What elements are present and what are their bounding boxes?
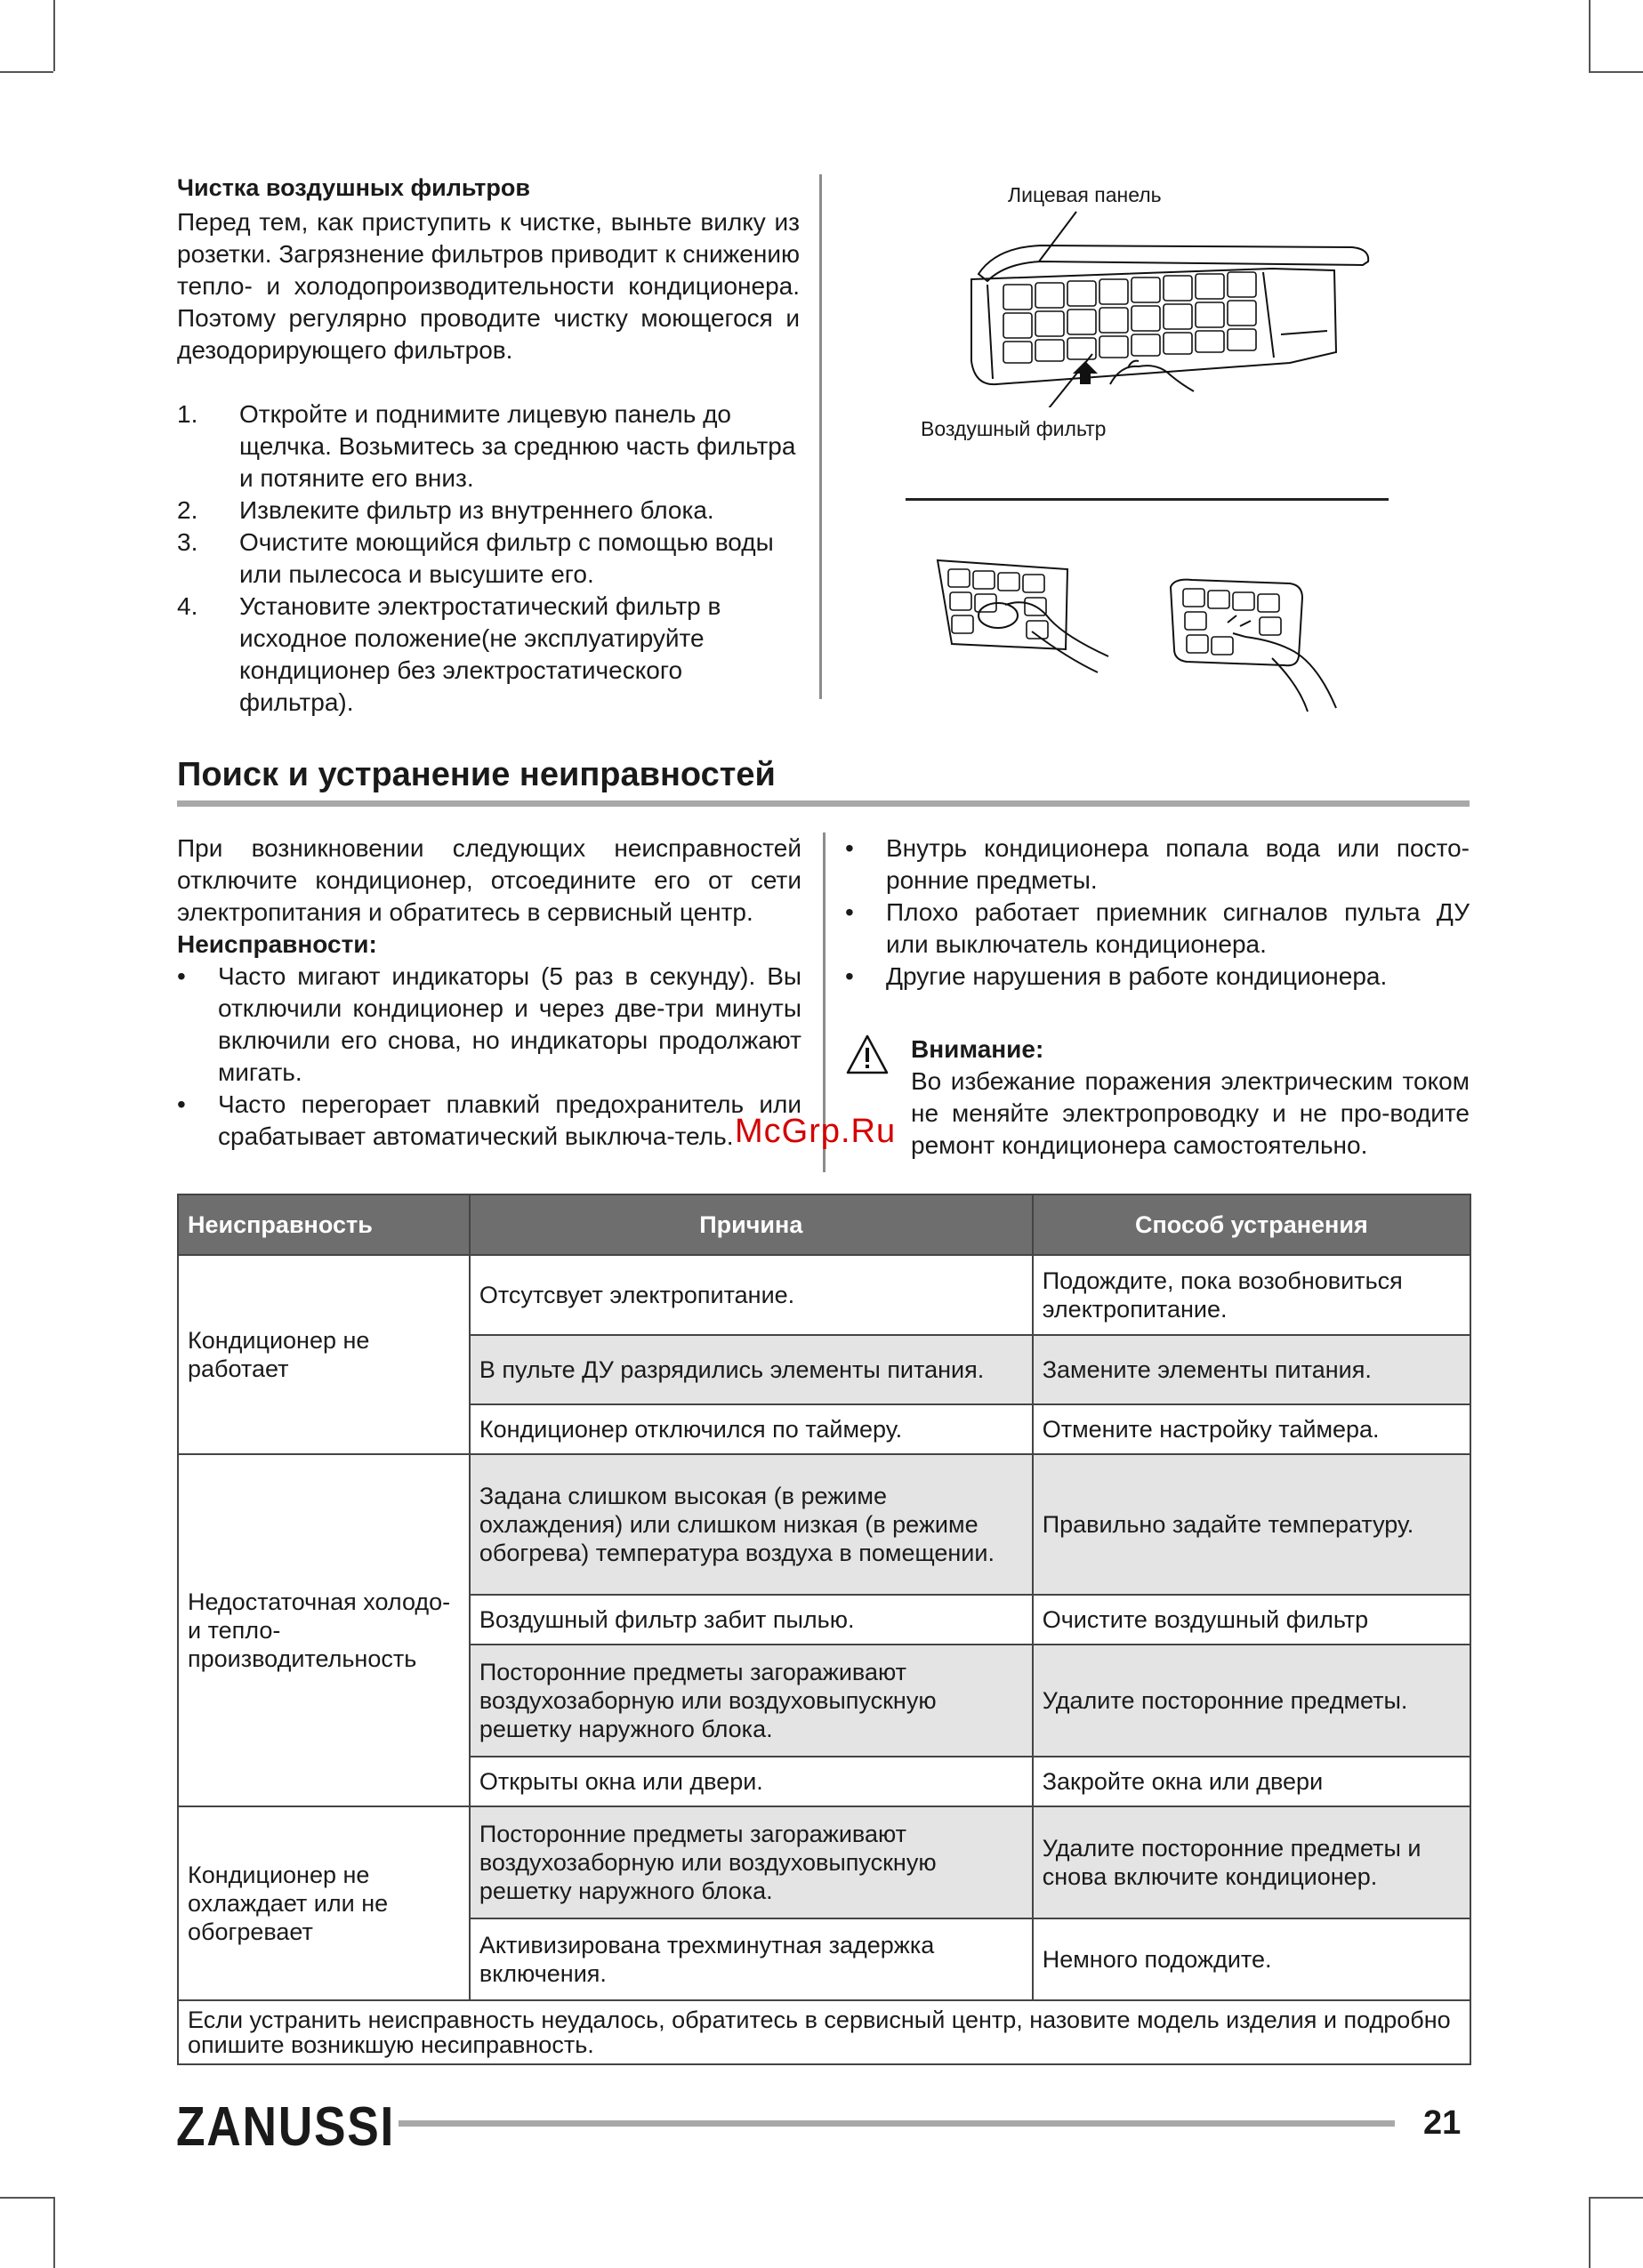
step-item: 1. Откройте и поднимите лицевую панель до щелчка. Возьмитесь за среднюю часть фильтра и потяните его вниз. (177, 400, 796, 492)
column-header: Способ устранения (1033, 1194, 1470, 1255)
cause-cell: Посторонние предметы загораживают воздухозаборную или воздуховыпускную решетку наружного блока. (470, 1806, 1033, 1918)
crop-mark (1589, 71, 1643, 73)
figure-separator (906, 498, 1389, 501)
fix-cell: Удалите посторонние предметы. (1033, 1645, 1470, 1757)
list-item: • Внутрь кондиционера попала вода или посто-ронние предметы. (845, 832, 1470, 897)
step-item: 3. Очистите моющийся фильтр с помощью воды или пылесоса и высушите его. (177, 528, 774, 588)
watermark: McGrp.Ru (735, 1113, 897, 1150)
cause-cell: В пульте ДУ разрядились элементы питания. (470, 1335, 1033, 1404)
warning-title: Внимание: (911, 1035, 1044, 1063)
faults-list (177, 961, 801, 1153)
crop-mark (1589, 0, 1591, 71)
label-air-filter: Воздушный фильтр (921, 417, 1107, 440)
fix-cell: Закройте окна или двери (1033, 1757, 1470, 1806)
list-item: • Другие нарушения в работе кондиционера. (845, 961, 1470, 993)
crop-mark (0, 2197, 53, 2199)
table-header-row (178, 1194, 1470, 1255)
label-front-panel: Лицевая панель (1008, 183, 1162, 206)
warning-triangle-icon (845, 1033, 890, 1076)
fix-cell: Правильно задайте температуру. (1033, 1454, 1470, 1595)
cause-cell: Открыты окна или двери. (470, 1757, 1033, 1806)
fault-cell: Кондиционер не охлаждает или не обогревает (178, 1806, 470, 2000)
brand-logo: ZANUSSI (176, 2096, 396, 2158)
crop-mark (1589, 2197, 1591, 2268)
table-footer-note: Если устранить неисправность неудалось, обратитесь в сервисный центр, назовите модель изделия и подробно опишите возникшую несиправность. (178, 2000, 1470, 2064)
fix-cell: Замените элементы питания. (1033, 1335, 1470, 1404)
warning-text-block (911, 1033, 1470, 1162)
cause-cell: Кондиционер отключился по таймеру. (470, 1404, 1033, 1454)
troubleshooting-table (177, 1194, 1471, 2065)
column-divider (819, 174, 822, 699)
list-item: • Часто перегорает плавкий предохранитель или срабатывает автоматический выключа-тель. (177, 1089, 801, 1153)
fix-cell: Удалите посторонние предметы и снова включите кондиционер. (1033, 1806, 1470, 1918)
fix-cell: Немного подождите. (1033, 1918, 1470, 2000)
filters-steps (177, 398, 800, 719)
step-item: 2. Извлеките фильтр из внутреннего блока. (177, 496, 714, 524)
crop-mark (1589, 2197, 1643, 2199)
table-row (178, 1255, 1470, 1335)
footer-rule (399, 2120, 1395, 2127)
fault-cell: Кондиционер не работает (178, 1255, 470, 1454)
troubleshooting-left-column (177, 832, 801, 1153)
faults-list (845, 832, 1470, 993)
page-number: 21 (1423, 2104, 1462, 2142)
warning-text: Во избежание поражения электрическим током не меняйте электропроводку и не про-водите ремонт кондиционера самостоятельно. (911, 1067, 1470, 1159)
fix-cell: Отмените настройку таймера. (1033, 1404, 1470, 1454)
list-item: • Часто мигают индикаторы (5 раз в секунду). Вы отключили кондиционер и через две-три минуты включили его снова, но индикаторы продолжают мигать. (177, 961, 801, 1089)
filter-washing-illustration (934, 551, 1361, 720)
crop-mark (53, 2197, 55, 2268)
cause-cell: Посторонние предметы загораживают воздухозаборную или воздуховыпускную решетку наружного блока. (470, 1645, 1033, 1757)
heading-rule (177, 800, 1470, 807)
cause-cell: Задана слишком высокая (в режиме охлаждения) или слишком низкая (в режиме обогрева) температура воздуха в помещении. (470, 1454, 1033, 1595)
table-row (178, 1454, 1470, 1595)
fix-cell: Очистите воздушный фильтр (1033, 1595, 1470, 1645)
list-item: • Плохо работает приемник сигналов пульта ДУ или выключатель кондиционера. (845, 897, 1470, 961)
table-footer-row (178, 2000, 1470, 2064)
ac-unit-illustration (961, 210, 1388, 407)
troubleshooting-title: Поиск и устранение неиправностей (177, 756, 776, 793)
filters-title: Чистка воздушных фильтров (177, 174, 530, 201)
cause-cell: Отсутсвует электропитание. (470, 1255, 1033, 1335)
column-header: Неисправность (178, 1194, 470, 1255)
troubleshooting-right-column (845, 832, 1470, 993)
fix-cell: Подождите, пока возобновиться электропитание. (1033, 1255, 1470, 1335)
fault-cell: Недостаточная холодо- и тепло-производительность (178, 1454, 470, 1806)
table-row (178, 1806, 1470, 1918)
column-header: Причина (470, 1194, 1033, 1255)
faults-label: Неисправности: (177, 930, 377, 958)
cause-cell: Активизирована трехминутная задержка включения. (470, 1918, 1033, 2000)
filters-intro: Перед тем, как приступить к чистке, выньте вилку из розетки. Загрязнение фильтров приводит к снижению тепло- и холодопроизводительности кондиционера. Поэтому регулярно проводите чистку моющегося и дезодорирующего фильтров. (177, 208, 800, 364)
troubleshooting-intro: При возникновении следующих неисправностей отключите кондиционер, отсоедините его от сети электропитания и обратитесь в сервисный центр. (177, 834, 801, 926)
step-item: 4. Установите электростатический фильтр в исходное положение(не эксплуатируйте кондиционер без электростатического фильтра). (177, 592, 721, 716)
crop-mark (0, 71, 53, 73)
crop-mark (53, 0, 55, 71)
cause-cell: Воздушный фильтр забит пылью. (470, 1595, 1033, 1645)
